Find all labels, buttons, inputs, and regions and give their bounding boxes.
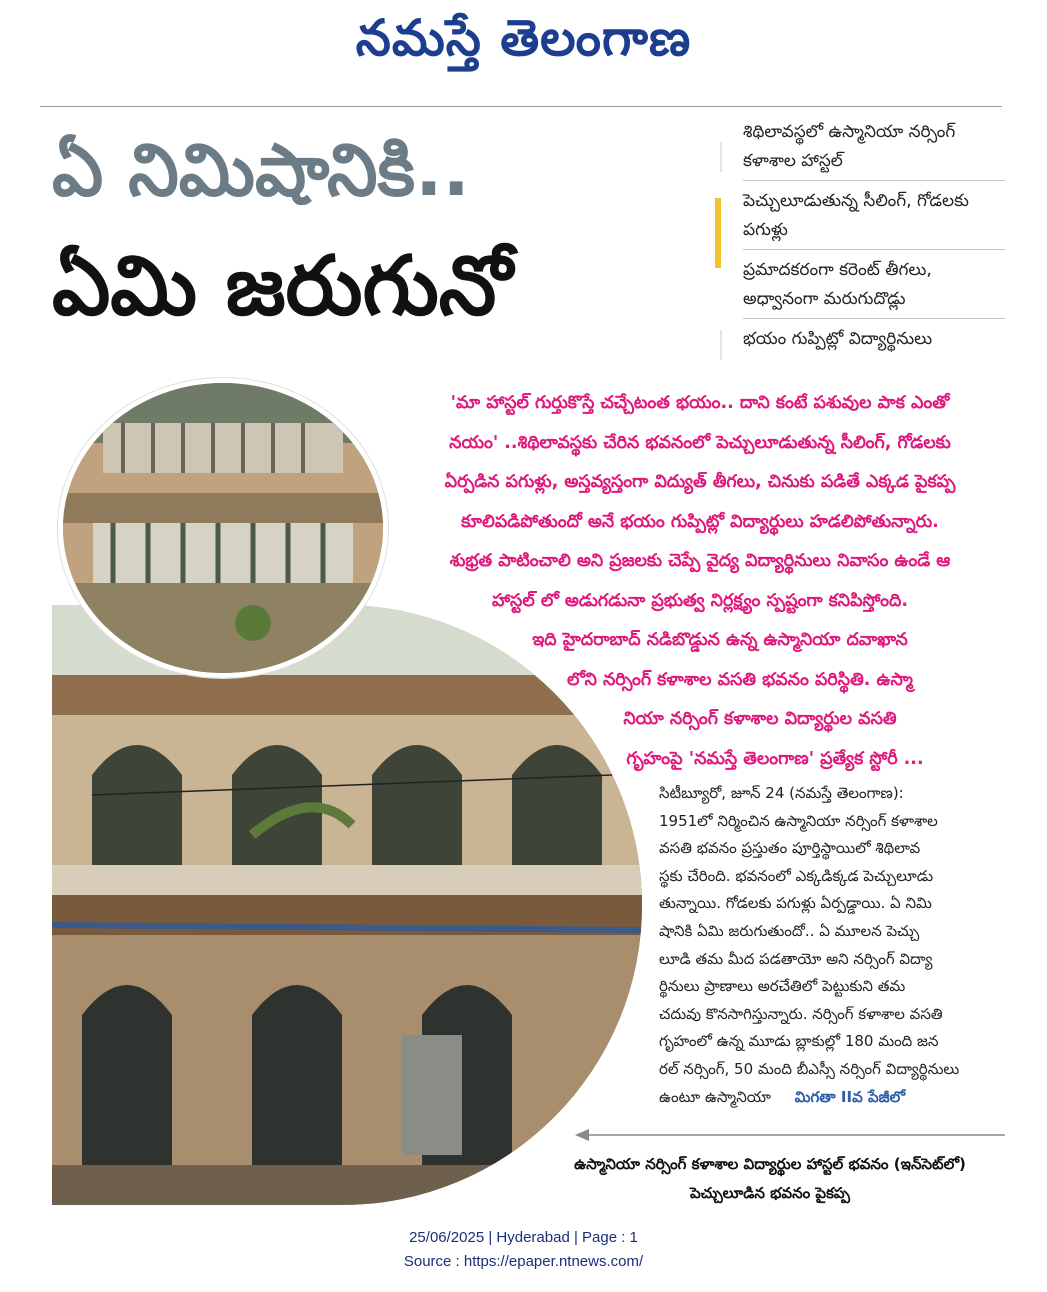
intro-line: కూలిపడిపోతుందో అనే భయం గుప్పిట్లో విద్యార్థులు హడలిపోతున్నారు.: [461, 511, 939, 532]
body-line: గృహంలో ఉన్న మూడు బ్లాకుల్లో 180 మంది జన: [659, 1032, 939, 1051]
photo-caption: [500, 1150, 1040, 1208]
intro-paragraph: [380, 384, 1020, 779]
ceiling-inset-photo: [58, 378, 388, 678]
ceiling-illustration: [63, 383, 383, 673]
article-body: [659, 780, 1009, 1111]
body-line-last: [659, 1084, 1009, 1112]
body-line: 1951లో నిర్మించిన ఉస్మానియా నర్సింగ్ కళాశాల: [659, 811, 938, 830]
continued-link[interactable]: మిగతా IIవ పేజీలో: [794, 1087, 906, 1106]
intro-line: గృహంపై 'నమస్తే తెలంగాణ' ప్రత్యేక స్టోరీ ...: [626, 748, 924, 769]
headline-line1: ఏ నిమిషానికి..: [52, 128, 470, 212]
body-line: షానికి ఏమి జరుగుతుందో.. ఏ మూలన పెచ్చు: [659, 921, 920, 940]
body-line: లూడి తమ మీద పడతాయో అని నర్సింగ్ విద్యా: [659, 949, 933, 968]
footer-date-line: 25/06/2025 | Hyderabad | Page : 1: [409, 1229, 638, 1246]
deck-item: పెచ్చులూడుతున్న సీలింగ్, గోడలకు పగుళ్లు: [743, 181, 1005, 250]
body-line: చదువు కొనసాగిస్తున్నారు. నర్సింగ్ కళాశాల వసతి: [659, 1004, 943, 1023]
body-line: రల్ నర్సింగ్, 50 మంది బీఎస్సీ నర్సింగ్ విద్యార్థినులు: [659, 1059, 960, 1078]
caption-line2: పెచ్చులూడిన భవనం పైకప్ప: [689, 1184, 851, 1202]
top-divider: [40, 106, 1002, 107]
intro-line: నియా నర్సింగ్ కళాశాల విద్యార్థుల వసతి: [623, 709, 897, 729]
intro-line: 'మా హాస్టల్ గుర్తుకొస్తే చచ్చేటంత భయం.. దాని కంటే పశువుల పాక ఎంతో: [450, 393, 950, 413]
caption-arrow-icon: [575, 1128, 1005, 1142]
subheading-deck: [715, 112, 1005, 358]
footer-source-line[interactable]: Source : https://epaper.ntnews.com/: [403, 1253, 644, 1270]
body-line: సిటీబ్యూరో, జూన్ 24 (నమస్తే తెలంగాణ):: [659, 784, 904, 802]
body-line: ర్థినులు ప్రాణాలు అరచేతిలో పెట్టుకుని తమ: [659, 977, 906, 996]
intro-line: ఏర్పడిన పగుళ్లు, అస్తవ్యస్తంగా విద్యుత్ తీగలు, చినుకు పడితే ఎక్కడ పైకప్ప: [444, 472, 956, 492]
caption-line1: ఉస్మానియా నర్సింగ్ కళాశాల విద్యార్థుల హాస్టల్ భవనం (ఇన్‌సెట్‌లో): [574, 1155, 966, 1173]
deck-item: భయం గుప్పిట్లో విద్యార్థినులు: [743, 329, 933, 349]
body-last-text: ఉంటూ ఉస్మానియా: [659, 1087, 771, 1106]
deck-item: ప్రమాదకరంగా కరెంట్ తీగలు, అధ్వానంగా మరుగుదొడ్లు: [743, 250, 1005, 319]
intro-line: శుభ్రత పాటించాలి అని ప్రజలకు చెప్పే వైద్య విద్యార్థినులు నివాసం ఉండే ఆ: [449, 551, 951, 571]
deck-item: శిథిలావస్థలో ఉస్మానియా నర్సింగ్ కళాశాల హాస్టల్: [743, 112, 1005, 181]
masthead-logo: నమస్తే తెలంగాణ: [355, 8, 692, 67]
intro-line: హాస్టల్ లో అడుగడునా ప్రభుత్వ నిర్లక్ష్యం స్పష్టంగా కనిపిస్తోంది.: [491, 590, 909, 611]
intro-line: నయం' ..శిథిలావస్థకు చేరిన భవనంలో పెచ్చులూడుతున్న సీలింగ్, గోడలకు: [449, 432, 951, 453]
body-line: వసతి భవనం ప్రస్తుతం పూర్తిస్థాయిలో శిథిలావ: [659, 839, 921, 858]
page-footer: [0, 1226, 1047, 1274]
intro-line: ఇది హైదరాబాద్ నడిబొడ్డున ఉన్న ఉస్మానియా దవాఖాన: [532, 630, 908, 650]
intro-line: లోని నర్సింగ్ కళాశాల వసతి భవనం పరిస్థితి. ఉస్మా: [567, 669, 913, 690]
headline-line2: ఏమి జరుగునో: [52, 239, 513, 334]
body-line: స్థకు చేరింది. భవనంలో ఎక్కడిక్కడ పెచ్చులూడు: [659, 866, 934, 885]
body-line: తున్నాయి. గోడలకు పగుళ్లు ఏర్పడ్డాయి. ఏ నిమి: [659, 894, 932, 913]
